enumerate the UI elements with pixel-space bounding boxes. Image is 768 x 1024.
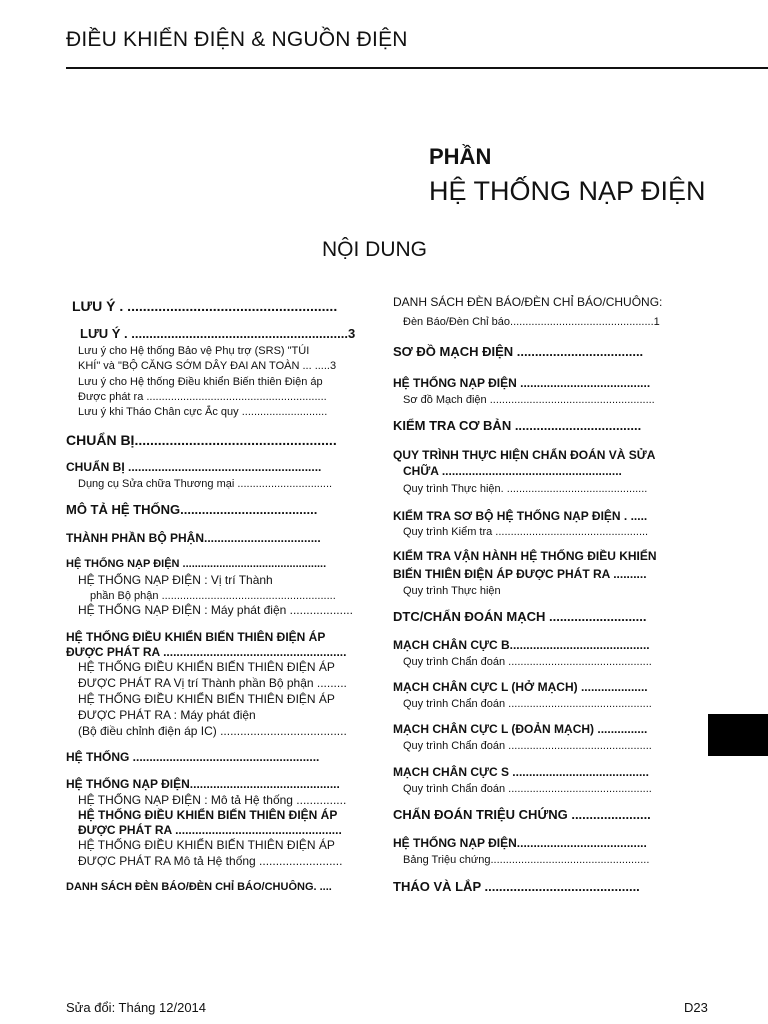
- toc-entry[interactable]: THÀNH PHẦN BỘ PHẬN...................................: [66, 531, 321, 545]
- toc-entry[interactable]: CHẨN ĐOÁN TRIỆU CHỨNG ......................: [393, 807, 651, 822]
- toc-entry[interactable]: ĐƯỢC PHÁT RA Vị trí Thành phần Bộ phận .........: [78, 676, 347, 690]
- footer-revision: Sửa đổi: Tháng 12/2014: [66, 1000, 207, 1015]
- toc-entry[interactable]: Quy trình Kiểm tra ..................................................: [403, 526, 649, 538]
- toc-entry[interactable]: ĐƯỢC PHÁT RA : Máy phát điện: [78, 708, 256, 722]
- toc-entry[interactable]: BIẾN THIÊN ĐIỆN ÁP ĐƯỢC PHÁT RA ..........: [393, 567, 647, 581]
- toc-entry[interactable]: CHỮA ......................................................: [403, 464, 622, 478]
- toc-entry[interactable]: ĐƯỢC PHÁT RA .......................................................: [66, 645, 347, 659]
- toc-entry[interactable]: Sơ đồ Mạch điện ......................................................: [403, 394, 655, 406]
- toc-entry[interactable]: Quy trình Chẩn đoán ...............................................: [403, 656, 652, 668]
- toc-heading: NỘI DUNG: [322, 238, 427, 261]
- toc-entry[interactable]: HỆ THỐNG ĐIỀU KHIỂN BIẾN THIÊN ĐIỆN ÁP: [78, 692, 335, 706]
- toc-entry[interactable]: MÔ TẢ HỆ THỐNG......................................: [66, 502, 318, 517]
- toc-entry[interactable]: HỆ THỐNG NẠP ĐIỆN.............................................: [66, 777, 340, 791]
- toc-entry[interactable]: DTC/CHẨN ĐOÁN MẠCH ...........................: [393, 609, 647, 624]
- toc-entry[interactable]: Quy trình Thực hiện. ..............................................: [403, 483, 648, 495]
- toc-entry[interactable]: Lưu ý cho Hệ thống Bảo vệ Phụ trợ (SRS) "TÚI: [78, 345, 310, 357]
- toc-entry[interactable]: HỆ THỐNG NẠP ĐIỆN .......................................: [393, 376, 651, 390]
- section-tab-marker: [708, 714, 768, 756]
- toc-entry[interactable]: HỆ THỐNG NẠP ĐIỆN.......................................: [393, 836, 647, 850]
- toc-entry[interactable]: LƯU Ý . ............................................................3: [80, 326, 356, 341]
- toc-entry[interactable]: HỆ THỐNG ĐIỀU KHIỂN BIẾN THIÊN ĐIỆN ÁP: [78, 808, 338, 822]
- part-title: HỆ THỐNG NẠP ĐIỆN: [429, 176, 706, 206]
- toc-entry[interactable]: HỆ THỐNG ĐIỀU KHIỂN BIẾN THIÊN ĐIỆN ÁP: [66, 630, 326, 644]
- header-divider: [66, 67, 768, 69]
- toc-entry[interactable]: MẠCH CHÂN CỰC B..........................................: [393, 638, 650, 652]
- toc-entry[interactable]: phần Bộ phận .........................................................: [90, 590, 336, 602]
- toc-entry[interactable]: ĐƯỢC PHÁT RA ..................................................: [78, 823, 342, 837]
- toc-entry[interactable]: Lưu ý cho Hệ thống Điều khiển Biến thiên Điện áp: [78, 376, 323, 388]
- toc-entry[interactable]: KIỂM TRA VẬN HÀNH HỆ THỐNG ĐIỀU KHIỂN: [393, 549, 657, 563]
- toc-entry[interactable]: MẠCH CHÂN CỰC L (ĐOẢN MẠCH) ...............: [393, 722, 648, 736]
- toc-entry[interactable]: Quy trình Chẩn đoán ...............................................: [403, 740, 652, 752]
- toc-entry[interactable]: Quy trình Thực hiện: [403, 585, 501, 597]
- toc-entry[interactable]: QUY TRÌNH THỰC HIỆN CHẨN ĐOÁN VÀ SỬA: [393, 448, 656, 462]
- toc-entry[interactable]: (Bộ điều chỉnh điện áp IC) ......................................: [78, 724, 347, 738]
- toc-entry[interactable]: ĐƯỢC PHÁT RA Mô tả Hệ thống .........................: [78, 854, 343, 868]
- toc-entry[interactable]: HỆ THỐNG ĐIỀU KHIỂN BIẾN THIÊN ĐIỆN ÁP: [78, 660, 335, 674]
- toc-entry[interactable]: Dụng cụ Sửa chữa Thương mại ...............................: [78, 478, 333, 490]
- toc-entry[interactable]: SƠ ĐỒ MẠCH ĐIỆN ...................................: [393, 344, 644, 359]
- toc-entry[interactable]: HỆ THỐNG NẠP ĐIỆN : Mô tả Hệ thống ...............: [78, 793, 347, 807]
- toc-entry[interactable]: MẠCH CHÂN CỰC L (HỞ MẠCH) ....................: [393, 680, 648, 694]
- toc-entry[interactable]: Bảng Triệu chứng....................................................: [403, 854, 650, 866]
- toc-entry[interactable]: KIỂM TRA CƠ BẢN ...................................: [393, 418, 642, 433]
- part-label: PHẦN: [429, 144, 492, 169]
- toc-entry[interactable]: DANH SÁCH ĐÈN BÁO/ĐÈN CHỈ BÁO/CHUÔNG:: [393, 295, 663, 309]
- toc-entry[interactable]: HỆ THỐNG NẠP ĐIỆN : Vị trí Thành: [78, 573, 273, 587]
- toc-entry[interactable]: HỆ THỐNG NẠP ĐIỆN ...............................................: [66, 558, 327, 570]
- toc-entry[interactable]: HỆ THỐNG ........................................................: [66, 750, 320, 764]
- toc-entry[interactable]: LƯU Ý . ......................................................: [72, 298, 338, 314]
- footer-page-code: D23: [684, 1000, 708, 1015]
- toc-entry[interactable]: Được phát ra ...........................................................: [78, 391, 327, 403]
- toc-entry[interactable]: HỆ THỐNG ĐIỀU KHIỂN BIẾN THIÊN ĐIỆN ÁP: [78, 838, 335, 852]
- toc-entry[interactable]: Quy trình Chẩn đoán ...............................................: [403, 783, 652, 795]
- toc-entry[interactable]: HỆ THỐNG NẠP ĐIỆN : Máy phát điện ...................: [78, 603, 353, 617]
- toc-entry[interactable]: Quy trình Chẩn đoán ...............................................: [403, 698, 652, 710]
- toc-entry[interactable]: THÁO VÀ LẮP ...........................................: [393, 879, 640, 894]
- toc-entry[interactable]: Lưu ý khi Tháo Chân cực Ắc quy ............................: [78, 406, 328, 418]
- toc-entry[interactable]: CHUẨN BỊ ..........................................................: [66, 460, 322, 474]
- toc-entry[interactable]: CHUẨN BỊ....................................................: [66, 432, 337, 448]
- toc-entry[interactable]: Đèn Báo/Đèn Chỉ báo...............................................1: [403, 316, 660, 328]
- toc-entry[interactable]: DANH SÁCH ĐÈN BÁO/ĐÈN CHỈ BÁO/CHUÔNG. ....: [66, 881, 332, 893]
- toc-entry[interactable]: KHÍ" và "BỘ CĂNG SỚM DÂY ĐAI AN TOÀN ... .....3: [78, 360, 337, 372]
- header-title: ĐIỀU KHIỂN ĐIỆN & NGUỒN ĐIỆN: [66, 28, 408, 51]
- toc-entry[interactable]: KIỂM TRA SƠ BỘ HỆ THỐNG NẠP ĐIỆN . .....: [393, 509, 648, 523]
- toc-entry[interactable]: MẠCH CHÂN CỰC S .........................................: [393, 765, 649, 779]
